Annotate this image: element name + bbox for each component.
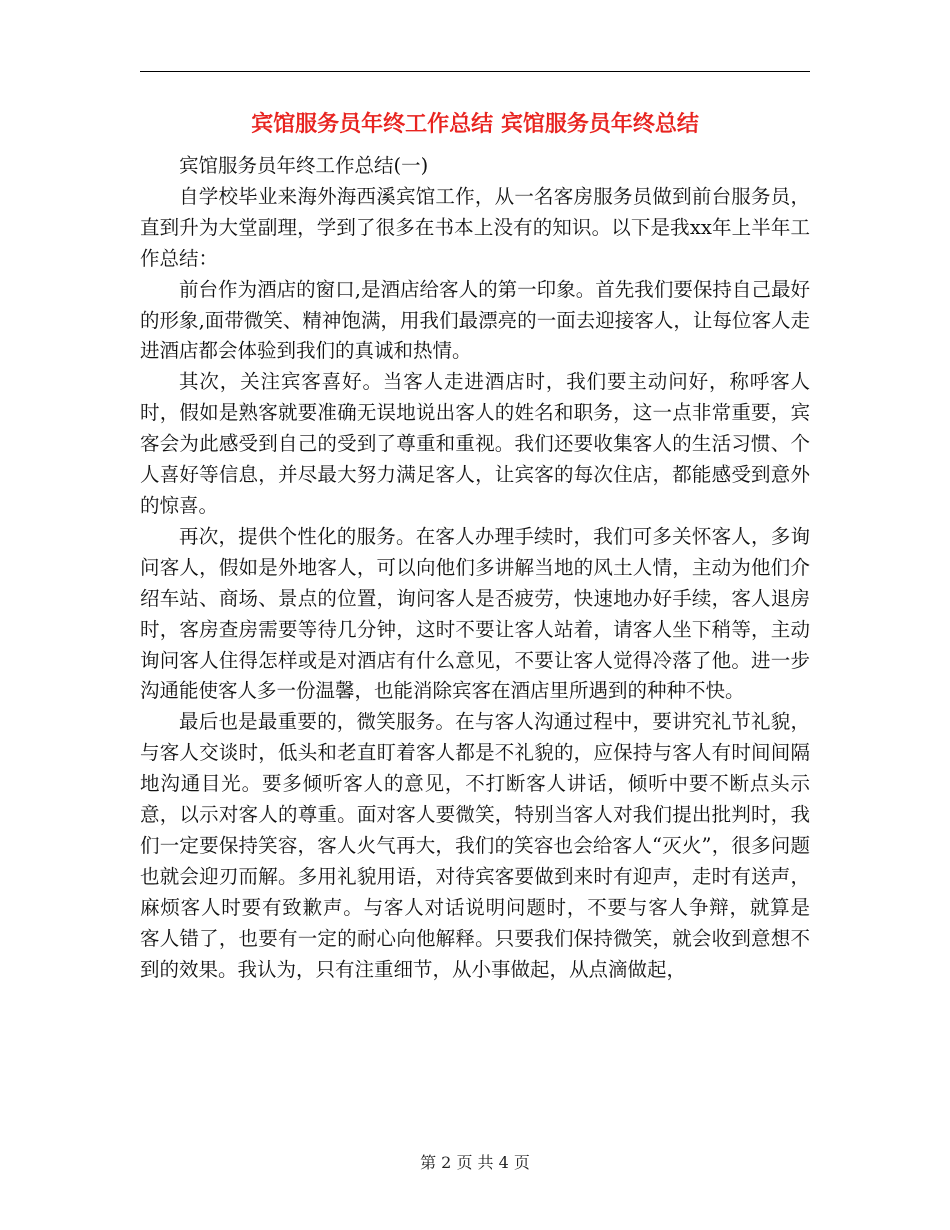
section-heading: 宾馆服务员年终工作总结(一) [179, 154, 429, 177]
paragraph-guest-preferences: 其次，关注宾客喜好。当客人走进酒店时，我们要主动问好，称呼客人时，假如是熟客就要准确无误地说出客人的姓名和职务，这一点非常重要，宾客会为此感受到自己的受到了尊重和重视。我们还要收集客人的生活习惯、个人喜好等信息，并尽最大努力满足客人，让宾客的每次住店，都能感受到意外的惊喜。 [140, 370, 810, 517]
page-number: 第 2 页 共 4 页 [420, 1153, 530, 1172]
header-rule [140, 71, 810, 72]
document-body [140, 151, 850, 985]
document-title: 宾馆服务员年终工作总结 宾馆服务员年终总结 [251, 112, 699, 137]
paragraph-smile-service: 最后也是最重要的，微笑服务。在与客人沟通过程中，要讲究礼节礼貌，与客人交谈时，低头和老直盯着客人都是不礼貌的，应保持与客人有时间间隔地沟通目光。要多倾听客人的意见，不打断客人讲话，倾听中要不断点头示意，以示对客人的尊重。面对客人要微笑，特别当客人对我们提出批判时，我们一定要保持笑容，客人火气再大，我们的笑容也会给客人“灭火”，很多问题也就会迎刃而解。多用礼貌用语，对待宾客要做到来时有迎声，走时有送声，麻烦客人时要有致歉声。与客人对话说明问题时，不要与客人争辩，就算是 客人错了，也要有一定的耐心向他解释。只要我们保持微笑，就会收到意想不到的效果。我认为，只有注重细节，从小事做起，从点滴做起， [140, 710, 850, 981]
paragraph-personalized-service: 再次，提供个性化的服务。在客人办理手续时，我们可多关怀客人，多询问客人，假如是外地客人，可以向他们多讲解当地的风土人情，主动为他们介绍车站、商场、景点的位置，询问客人是否疲劳，快速地办好手续，客人退房时，客房查房需要等待几分钟，这时不要让客人站着，请客人坐下稍等，主动询问客人住得怎样或是对酒店有什么意见，不要让客人觉得冷落了他。进一步沟通能使客人多一份温馨，也能消除宾客在酒店里所遇到的种种不快。 [140, 524, 810, 703]
paragraph-intro: 自学校毕业来海外海西溪宾馆工作，从一名客房服务员做到前台服务员，直到升为大堂副理，学到了很多在书本上没有的知识。以下是我xx年上半年工作总结： [140, 184, 810, 270]
paragraph-front-desk: 前台作为酒店的窗口,是酒店给客人的第一印象。首先我们要保持自己最好的形象,面带微笑、精神饱满，用我们最漂亮的一面去迎接客人，让每位客人走进酒店都会体验到我们的真诚和热情。 [140, 277, 810, 363]
